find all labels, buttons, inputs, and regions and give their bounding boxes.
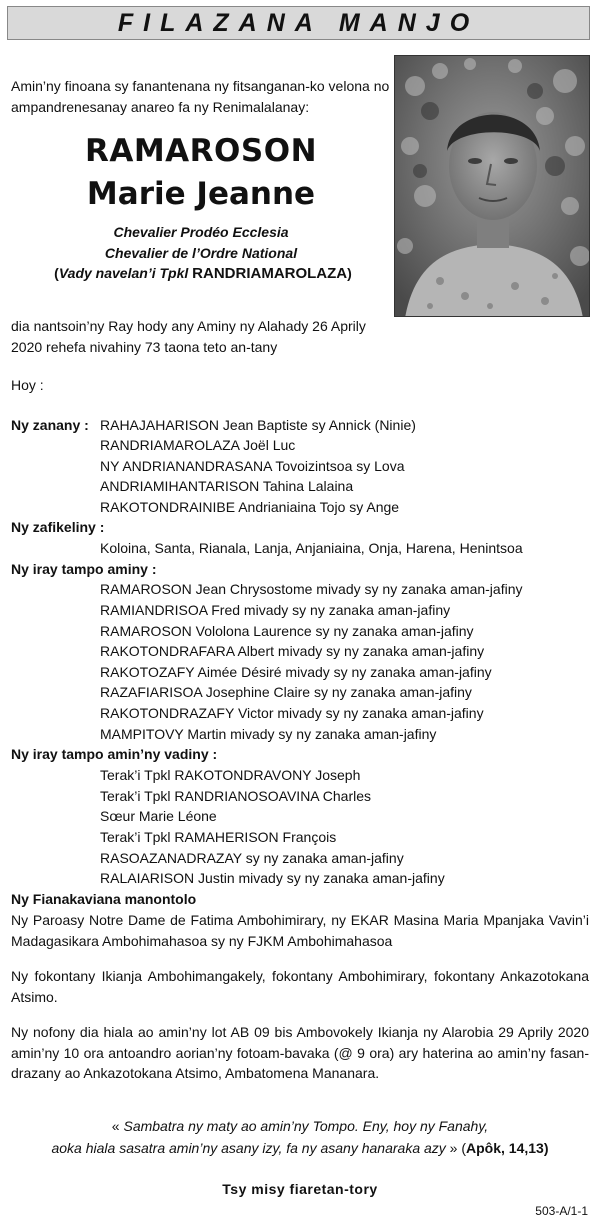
funeral-text: Ny nofony dia hiala ao amin’ny lot AB 09 bis Ambovokely Ikianja ny Alarobia 29 Aprily 2020 amin’ny 10 ora antoandro aorian’ny fotoam-bavaka (@ 9 ora) ary haterina ao amin’ny fasan-drazany ao Ankazotokana Atsimo, Ambatomena Mananara.: [11, 1024, 589, 1082]
spouse-siblings-label: Ny iray tampo amin’ny vadiny :: [11, 746, 218, 762]
quote-text-2: aoka hiala sasatra amin’ny asany izy, fa ny asany hanaraka azy: [51, 1140, 446, 1156]
honor-prodeo: Chevalier Prodéo Ecclesia: [113, 224, 289, 240]
spouse-sibling-item: Terak’i Tpkl RANDRIANOSOAVINA Charles: [100, 788, 371, 804]
spouse-sibling-item: Sœur Marie Léone: [100, 808, 217, 824]
death-notice: dia nantsoin’ny Ray hody any Aminy ny Alahady 26 Aprily 2020 rehefa nivahiny 73 taona teto an-tany: [11, 318, 366, 355]
grandchildren-label: Ny zafikeliny :: [11, 519, 105, 535]
spouse-sibling-item: Terak’i Tpkl RAKOTONDRAVONY Joseph: [100, 767, 361, 783]
reference-code: 503-A/1-1: [535, 1204, 588, 1218]
quote-open: «: [111, 1118, 124, 1134]
child-item: NY ANDRIANANDRASANA Tovoizintsoa sy Lova: [100, 458, 405, 474]
sibling-item: RAMIANDRISOA Fred mivady sy ny zanaka aman-jafiny: [100, 602, 451, 618]
spouse-sibling-item: RALAIARISON Justin mivady sy ny zanaka aman-jafiny: [100, 870, 445, 886]
sibling-item: RAKOTOZAFY Aimée Désiré mivady sy ny zanaka aman-jafiny: [100, 664, 492, 680]
spouse-sibling-item: RASOAZANADRAZAY sy ny zanaka aman-jafiny: [100, 850, 404, 866]
child-item: RANDRIAMAROLAZA Joël Luc: [100, 437, 296, 453]
child-item: RAKOTONDRAINIBE Andrianiaina Tojo sy Ange: [100, 499, 400, 515]
child-item: ANDRIAMIHANTARISON Tahina Lalaina: [100, 478, 354, 494]
fokontany-text: Ny fokontany Ikianja Ambohimangakely, fokontany Ambohimirary, fokontany Ankazotokana Atsimo.: [11, 968, 589, 1005]
hoy-label: Hoy :: [11, 377, 44, 393]
spouse-name: RANDRIAMAROLAZA: [192, 265, 348, 282]
sibling-item: RAKOTONDRAFARA Albert mivady sy ny zanaka aman-jafiny: [100, 643, 485, 659]
intro-text: Amin’ny finoana sy fanantenana ny fitsanganan-ko velona no ampandrenesanay anareo fa ny Renimalalanay:: [11, 78, 390, 115]
quote-text-1: Sambatra ny maty ao amin’ny Tompo. Eny, hoy ny Fanahy,: [123, 1118, 489, 1134]
spouse-line: [11, 265, 395, 282]
whole-family-label: Ny Fianakaviana manontolo: [11, 891, 197, 907]
sibling-item: RAMAROSON Vololona Laurence sy ny zanaka aman-jafiny: [100, 623, 474, 639]
children-label: Ny zanany :: [11, 417, 89, 433]
siblings-label: Ny iray tampo aminy :: [11, 561, 157, 577]
header-banner: FILAZANA MANJO: [7, 6, 590, 40]
sibling-item: RAKOTONDRAZAFY Victor mivady sy ny zanaka aman-jafiny: [100, 705, 484, 721]
spouse-open-paren: (: [54, 265, 59, 281]
parish-text: Ny Paroasy Notre Dame de Fatima Ambohimirary, ny EKAR Masina Maria Mpanjaka Vavin’i Madagasikara Ambohimahasoa sy ny FJKM Ambohimahasoa: [11, 912, 589, 949]
spouse-sibling-item: Terak’i Tpkl RAMAHERISON François: [100, 829, 337, 845]
quote-line-1: [11, 1116, 589, 1137]
quote-reference: Apôk, 14,13): [466, 1140, 549, 1156]
deceased-surname: RAMAROSON: [84, 133, 318, 169]
child-item: RAHAJAHARISON Jean Baptiste sy Annick (Ninie): [100, 417, 416, 433]
quote-close: » (: [445, 1140, 467, 1156]
sibling-item: MAMPITOVY Martin mivady sy ny zanaka aman-jafiny: [100, 726, 437, 742]
closing-note: Tsy misy fiaretan-tory: [222, 1181, 378, 1197]
spouse-prefix: Vady navelan’i Tpkl: [58, 265, 193, 281]
sibling-item: RAMAROSON Jean Chrysostome mivady sy ny zanaka aman-jafiny: [100, 581, 523, 597]
portrait-image: [395, 56, 590, 317]
quote-line-2: [11, 1138, 589, 1159]
sibling-item: RAZAFIARISOA Josephine Claire sy ny zanaka aman-jafiny: [100, 684, 472, 700]
spouse-close-paren: ): [347, 265, 352, 281]
grandchildren-list: Koloina, Santa, Rianala, Lanja, Anjaniaina, Onja, Harena, Henintsoa: [100, 540, 523, 556]
portrait-photo: [394, 55, 590, 317]
honor-ordre-national: Chevalier de l’Ordre National: [104, 245, 298, 261]
deceased-given-names: Marie Jeanne: [86, 176, 316, 212]
